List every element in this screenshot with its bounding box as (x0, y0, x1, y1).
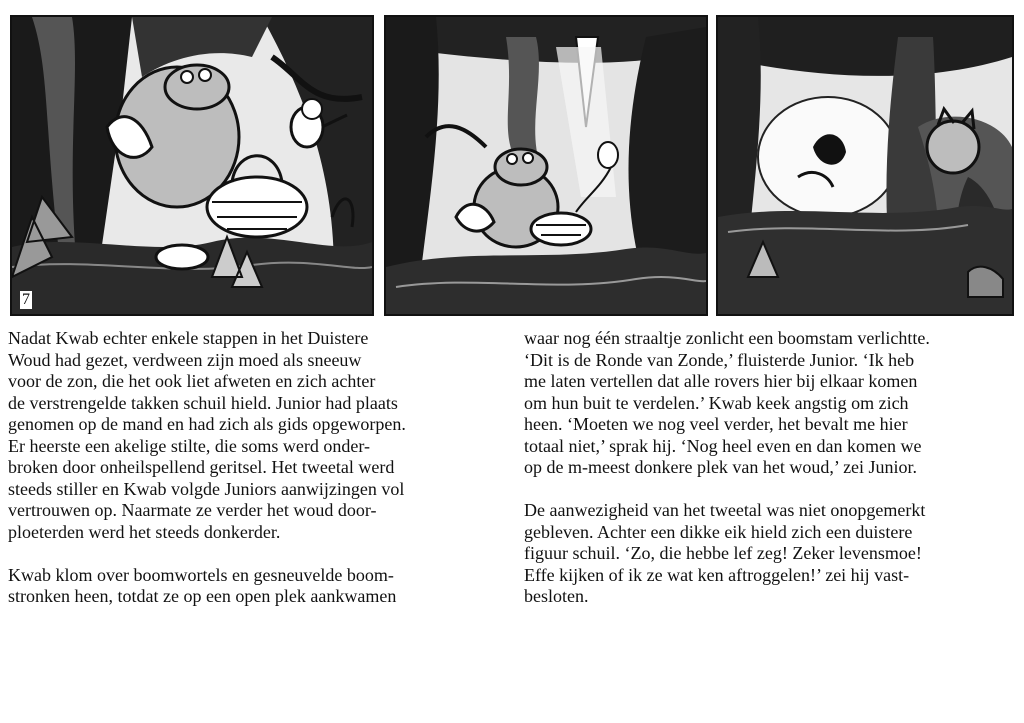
text-line: steeds stiller en Kwab volgde Juniors aanwijzingen vol (8, 478, 405, 499)
text-line: totaal niet,’ sprak hij. ‘Nog heel even en dan komen we (524, 435, 922, 456)
text-line: genomen op de mand en had zich als gids opgeworpen. (8, 414, 406, 434)
text-line: De aanwezigheid van het tweetal was niet onopgemerkt (524, 500, 926, 520)
text-line: waar nog één straaltje zonlicht een boomstam verlichtte. (524, 328, 930, 348)
comic-panel-2 (384, 15, 708, 316)
text-line: voor de zon, die het ook liet afweten en zich achter (8, 371, 376, 391)
text-line: me laten vertellen dat alle rovers hier bij elkaar komen (524, 371, 918, 391)
text-line: Woud had gezet, verdween zijn moed als sneeuw (8, 349, 362, 370)
text-line: heen. ‘Moeten we nog veel verder, het bevalt me hier (524, 414, 908, 434)
comic-panel-1 (10, 15, 374, 316)
text-line: de verstrengelde takken schuil hield. Junior had plaats (8, 392, 398, 413)
text-line: Er heerste een akelige stilte, die soms werd onder- (8, 435, 371, 456)
paragraph (524, 500, 1019, 608)
forest-illustration-2 (386, 17, 706, 314)
text-line: gebleven. Achter een dikke eik hield zich een duistere (524, 521, 913, 542)
text-column-left (8, 328, 498, 608)
text-line: stronken heen, totdat ze op een open plek aankwamen (8, 586, 397, 606)
forest-illustration-1 (12, 17, 372, 314)
text-line: vertrouwen op. Naarmate ze verder het woud door- (8, 500, 377, 520)
text-line: Nadat Kwab echter enkele stappen in het Duistere (8, 328, 369, 348)
text-line: ‘Dit is de Ronde van Zonde,’ fluisterde Junior. ‘Ik heb (524, 349, 915, 370)
text-line: broken door onheilspellend geritsel. Het tweetal werd (8, 457, 395, 477)
text-line: Effe kijken of ik ze wat ken aftroggelen!’ zei hij vast- (524, 564, 910, 585)
text-line: besloten. (524, 586, 589, 606)
text-column-right (524, 328, 1019, 608)
page-number: 7 (22, 291, 30, 308)
comic-panel-3 (716, 15, 1014, 316)
text-line: figuur schuil. ‘Zo, die hebbe lef zeg! Zeker levensmoe! (524, 543, 922, 563)
text-line: op de m-meest donkere plek van het woud,’ zei Junior. (524, 457, 918, 477)
text-line: om hun buit te verdelen.’ Kwab keek angstig om zich (524, 392, 909, 413)
paragraph-gap (524, 479, 1019, 501)
forest-illustration-3 (718, 17, 1012, 314)
text-line: ploeterden werd het steeds donkerder. (8, 521, 281, 542)
paragraph (8, 565, 498, 608)
text-line: Kwab klom over boomwortels en gesneuvelde boom- (8, 564, 394, 585)
paragraph-gap (8, 543, 498, 565)
paragraph (8, 328, 498, 543)
paragraph (524, 328, 1019, 479)
